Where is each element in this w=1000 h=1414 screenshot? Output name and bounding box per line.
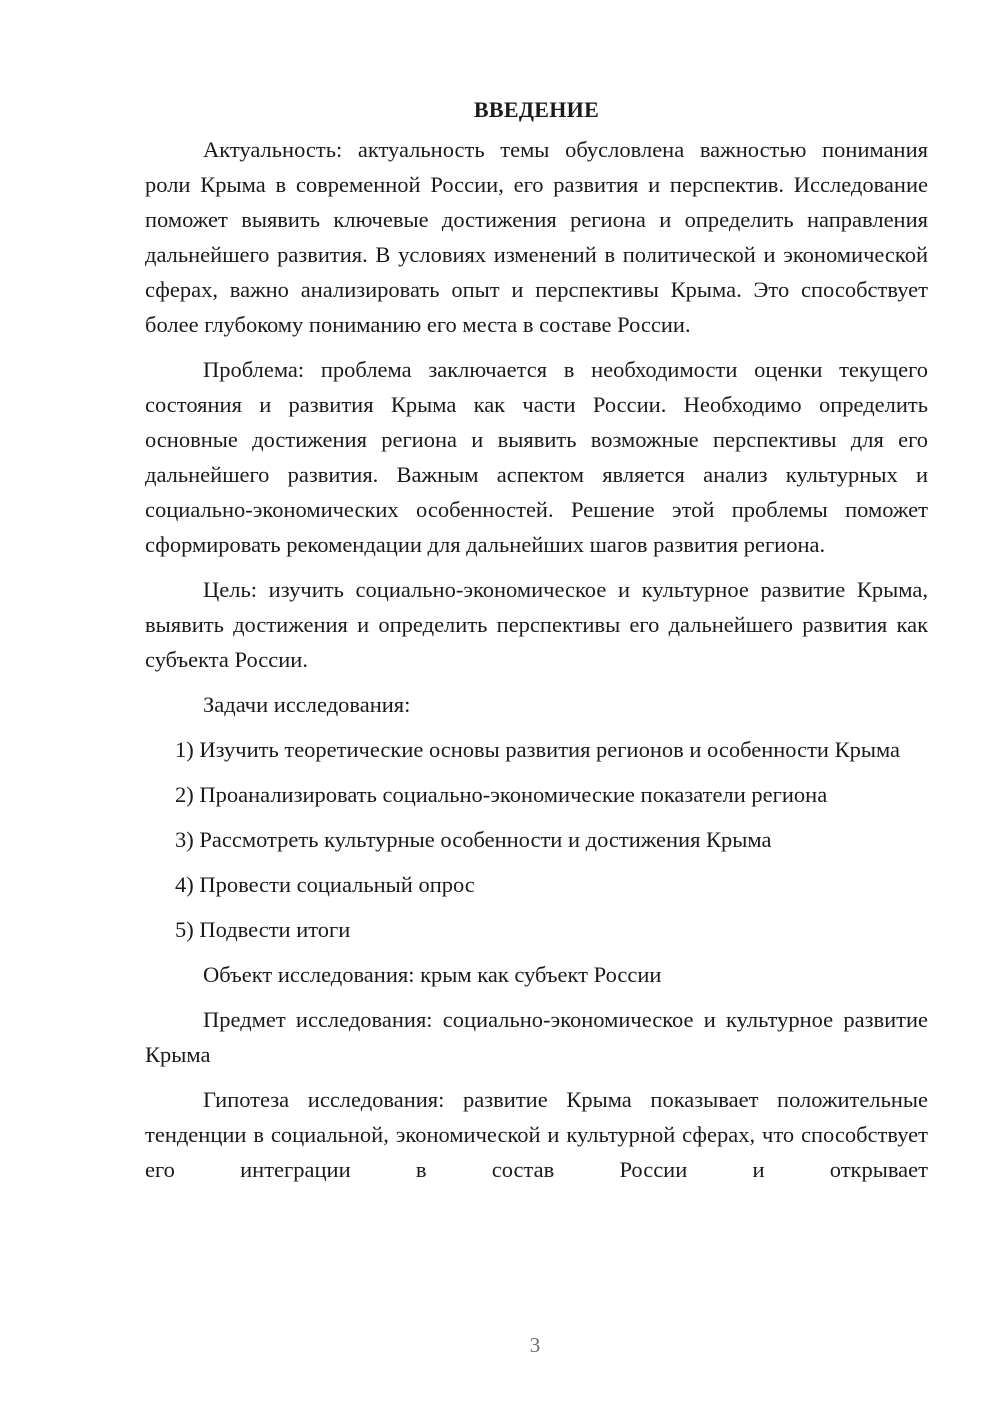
object-paragraph: Объект исследования: крым как субъект России [203,962,662,987]
relevance-paragraph: Актуальность: актуальность темы обусловлена важностью понимания роли Крыма в современной России, его развития и перспектив. Исследование поможет выявить ключевые достижения региона и определить направления дальнейшего развития. В условиях изменений в политической и экономической сферах, важно анализировать опыт и перспективы Крыма. Это способствует более глубокому пониманию его места в составе России. [145,137,928,337]
task-item-1: 1) Изучить теоретические основы развития регионов и особенности Крыма [175,737,901,762]
task-item-2: 2) Проанализировать социально-экономические показатели региона [175,782,828,807]
task-item-4: 4) Провести социальный опрос [175,872,475,897]
task-item-5: 5) Подвести итоги [175,917,351,942]
document-page [145,92,928,1197]
problem-paragraph: Проблема: проблема заключается в необходимости оценки текущего состояния и развития Крыма как части России. Необходимо определить основные достижения региона и выявить возможные перспективы для его дальнейшего развития. Важным аспектом является анализ культурных и социально-экономических особенностей. Решение этой проблемы поможет сформировать рекомендации для дальнейших шагов развития региона. [145,357,928,557]
section-heading: ВВЕДЕНИЕ [473,97,600,122]
goal-paragraph: Цель: изучить социально-экономическое и культурное развитие Крыма, выявить достижения и определить перспективы его дальнейшего развития как субъекта России. [145,577,928,672]
subject-paragraph: Предмет исследования: социально-экономическое и культурное развитие Крыма [145,1007,928,1067]
tasks-intro: Задачи исследования: [203,692,411,717]
page-number: 3 [529,1333,541,1357]
hypothesis-paragraph: Гипотеза исследования: развитие Крыма показывает положительные тенденции в социальной, экономической и культурной сферах, что способствует его интеграции в состав России и открывает [145,1087,928,1182]
task-item-3: 3) Рассмотреть культурные особенности и достижения Крыма [175,827,772,852]
